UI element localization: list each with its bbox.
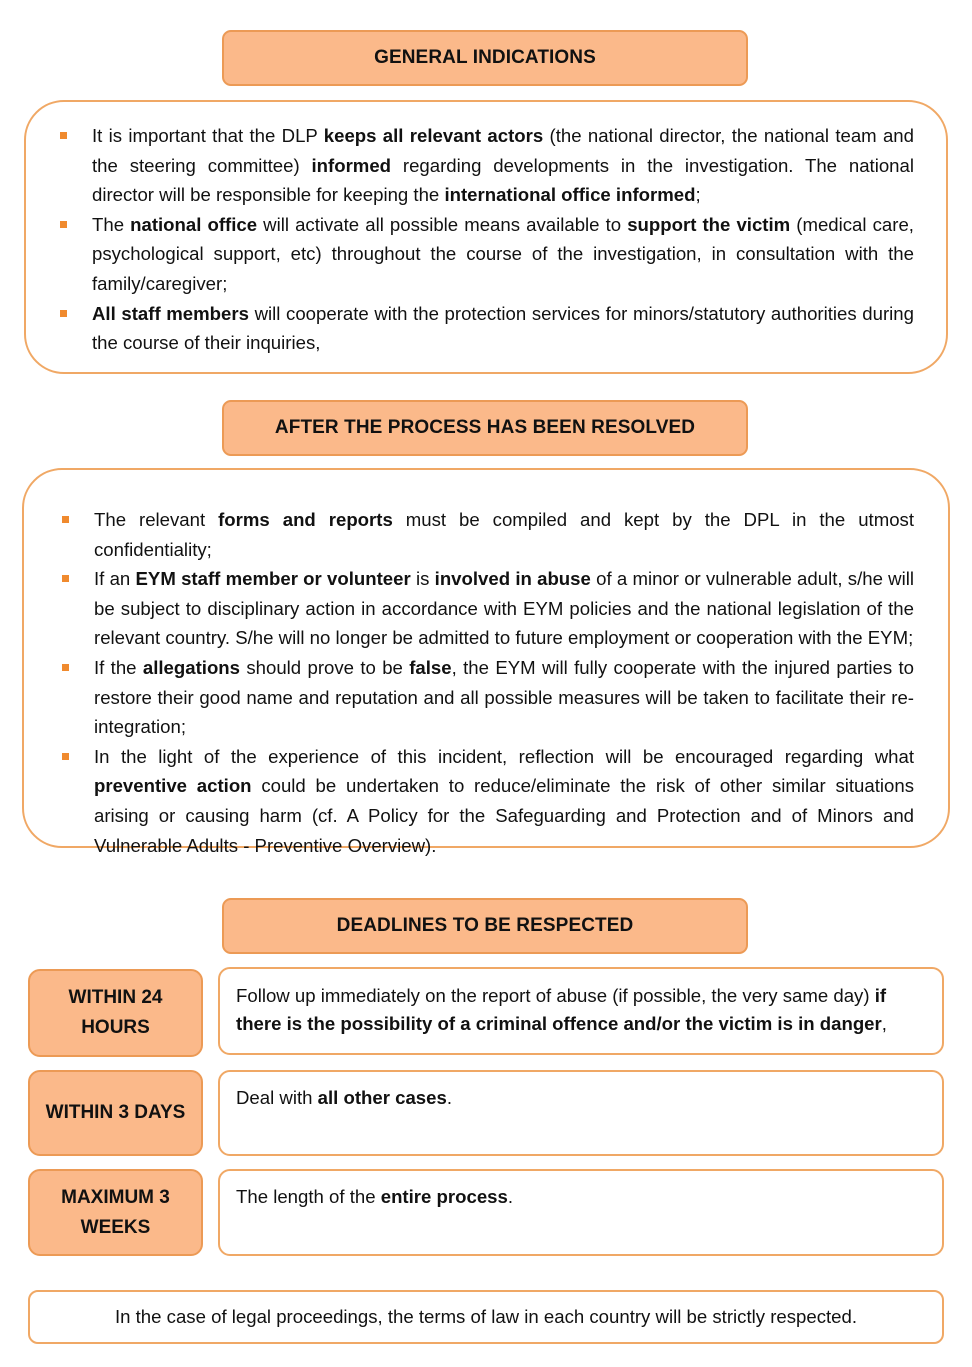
deadline-desc-24-hours: Follow up immediately on the report of abuse (if possible, the very same day) if there is the possibility of a criminal offence and/or the victim is in danger,: [218, 967, 944, 1055]
general-indications-list: [92, 121, 914, 358]
general-indication-item: The national office will activate all possible means available to support the victim (medical care, psychological support, etc) throughout the course of the investigation, in consultation with the family/caregiver;: [92, 210, 914, 299]
after-process-item: If the allegations should prove to be false, the EYM will fully cooperate with the injured parties to restore their good name and reputation and all possible measures will be taken to facilitate their re-integration;: [94, 653, 914, 742]
deadline-desc-3-days: Deal with all other cases.: [218, 1070, 944, 1156]
general-indications-header: [222, 30, 748, 86]
deadlines-header: [222, 898, 748, 954]
bullet-icon: [62, 753, 69, 760]
bullet-icon: [60, 132, 67, 139]
after-process-panel: [22, 468, 950, 856]
bullet-icon: [62, 516, 69, 523]
deadline-label-3-weeks: MAXIMUM 3 WEEKS: [28, 1169, 203, 1256]
bullet-icon: [60, 310, 67, 317]
general-indications-title: GENERAL INDICATIONS: [374, 47, 596, 68]
after-process-item: The relevant forms and reports must be compiled and kept by the DPL in the utmost confidentiality;: [94, 505, 914, 564]
general-indication-item: All staff members will cooperate with the protection services for minors/statutory authorities during the course of their inquiries,: [92, 299, 914, 358]
deadline-label-3-days: WITHIN 3 DAYS: [28, 1070, 203, 1156]
after-process-item: In the light of the experience of this incident, reflection will be encouraged regarding what preventive action could be undertaken to reduce/eliminate the risk of other similar situations arising or causing harm (cf. A Policy for the Safeguarding and Protection and of Minors and Vulnerable Adults - Preventive Overview).: [94, 742, 914, 860]
after-process-title: AFTER THE PROCESS HAS BEEN RESOLVED: [274, 417, 696, 438]
deadline-desc-3-weeks: The length of the entire process.: [218, 1169, 944, 1256]
after-process-header: [222, 400, 748, 456]
after-process-list: [94, 505, 914, 860]
bullet-icon: [62, 664, 69, 671]
deadlines-title: DEADLINES TO BE RESPECTED: [336, 915, 634, 936]
bullet-icon: [60, 221, 67, 228]
general-indication-item: It is important that the DLP keeps all relevant actors (the national director, the national team and the steering committee) informed regarding developments in the investigation. The national director will be responsible for keeping the international office informed;: [92, 121, 914, 210]
deadline-label-24-hours: WITHIN 24 HOURS: [28, 969, 203, 1057]
general-indications-panel: [24, 100, 948, 374]
after-process-item: If an EYM staff member or volunteer is involved in abuse of a minor or vulnerable adult, s/he will be subject to disciplinary action in accordance with EYM policies and the national legislation of the relevant country. S/he will no longer be admitted to future employment or cooperation with the EYM;: [94, 564, 914, 653]
legal-proceedings-note: In the case of legal proceedings, the terms of law in each country will be strictly respected.: [28, 1290, 944, 1344]
bullet-icon: [62, 575, 69, 582]
